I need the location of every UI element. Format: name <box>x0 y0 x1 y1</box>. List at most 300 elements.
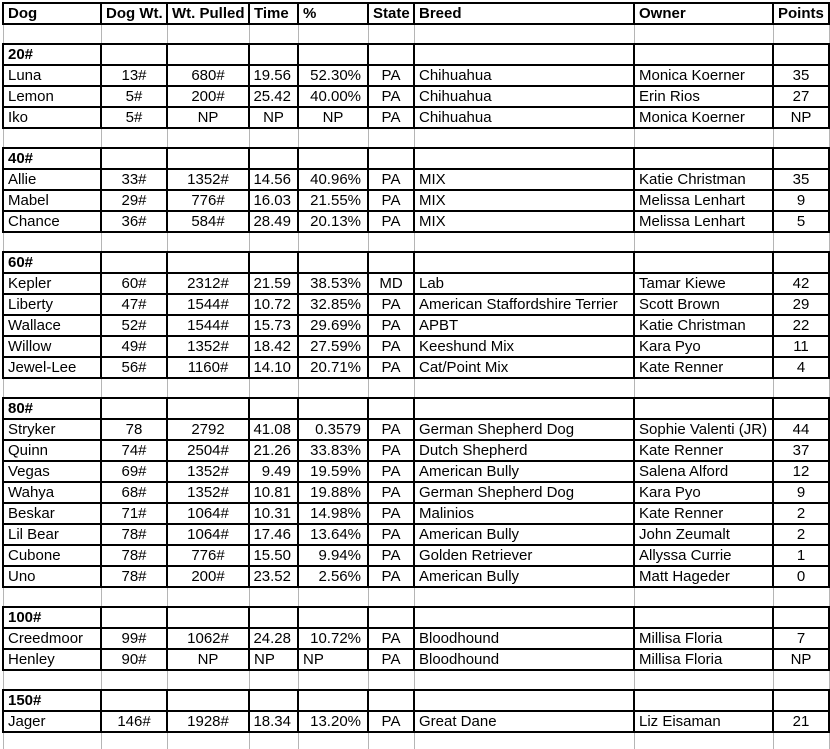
cell-wt_pulled: 200# <box>167 566 249 587</box>
column-header-breed: Breed <box>414 3 634 24</box>
cell-state: PA <box>368 440 414 461</box>
table-row <box>3 211 829 232</box>
weight-class-empty-cell <box>167 252 249 273</box>
cell-dog: Cubone <box>3 545 101 566</box>
cell-state: PA <box>368 294 414 315</box>
cell-points: 42 <box>773 273 829 294</box>
weight-class-empty-cell <box>167 607 249 628</box>
weight-class-row <box>3 398 829 419</box>
table-row <box>3 357 829 378</box>
cell-pct: 14.98% <box>298 503 368 524</box>
cell-points: 29 <box>773 294 829 315</box>
weight-class-empty-cell <box>249 44 298 65</box>
cell-points: NP <box>773 649 829 670</box>
weight-class-row <box>3 148 829 169</box>
weight-class-label: 100# <box>3 607 101 628</box>
weight-class-empty-cell <box>101 398 167 419</box>
cell-dog_wt: 78 <box>101 419 167 440</box>
cell-time: 28.49 <box>249 211 298 232</box>
cell-dog_wt: 5# <box>101 107 167 128</box>
blank-cell <box>634 378 773 398</box>
blank-cell <box>298 732 368 749</box>
blank-cell <box>368 24 414 44</box>
weight-class-label: 80# <box>3 398 101 419</box>
cell-dog_wt: 5# <box>101 86 167 107</box>
blank-cell <box>414 24 634 44</box>
cell-breed: American Bully <box>414 461 634 482</box>
weight-class-empty-cell <box>249 148 298 169</box>
weight-class-empty-cell <box>773 44 829 65</box>
weight-class-empty-cell <box>101 252 167 273</box>
blank-cell <box>298 24 368 44</box>
blank-cell <box>101 128 167 148</box>
blank-row <box>3 378 829 398</box>
weight-class-empty-cell <box>634 398 773 419</box>
table-row <box>3 440 829 461</box>
cell-pct: 40.00% <box>298 86 368 107</box>
cell-wt_pulled: 584# <box>167 211 249 232</box>
cell-state: PA <box>368 503 414 524</box>
cell-pct: 13.20% <box>298 711 368 732</box>
cell-wt_pulled: 1064# <box>167 503 249 524</box>
cell-owner: Millisa Floria <box>634 649 773 670</box>
column-header-pct: % <box>298 3 368 24</box>
cell-time: 24.28 <box>249 628 298 649</box>
table-row <box>3 545 829 566</box>
weight-class-empty-cell <box>298 252 368 273</box>
cell-pct: 9.94% <box>298 545 368 566</box>
cell-owner: Kate Renner <box>634 503 773 524</box>
cell-owner: Millisa Floria <box>634 628 773 649</box>
blank-cell <box>101 232 167 252</box>
weight-class-empty-cell <box>368 607 414 628</box>
weight-class-empty-cell <box>414 148 634 169</box>
weight-class-empty-cell <box>634 44 773 65</box>
cell-dog_wt: 78# <box>101 524 167 545</box>
cell-dog_wt: 146# <box>101 711 167 732</box>
cell-pct: 2.56% <box>298 566 368 587</box>
weight-class-empty-cell <box>298 607 368 628</box>
weight-class-empty-cell <box>773 607 829 628</box>
cell-time: 10.72 <box>249 294 298 315</box>
weight-class-row <box>3 44 829 65</box>
cell-points: 2 <box>773 524 829 545</box>
cell-owner: Scott Brown <box>634 294 773 315</box>
cell-breed: Chihuahua <box>414 107 634 128</box>
cell-state: MD <box>368 273 414 294</box>
table-row <box>3 524 829 545</box>
weight-class-empty-cell <box>773 252 829 273</box>
cell-dog_wt: 29# <box>101 190 167 211</box>
cell-breed: MIX <box>414 211 634 232</box>
cell-breed: Lab <box>414 273 634 294</box>
blank-cell <box>298 232 368 252</box>
cell-dog_wt: 90# <box>101 649 167 670</box>
weight-class-empty-cell <box>368 44 414 65</box>
blank-cell <box>167 587 249 607</box>
cell-points: NP <box>773 107 829 128</box>
table-row <box>3 294 829 315</box>
blank-cell <box>3 128 101 148</box>
blank-row <box>3 670 829 690</box>
cell-breed: Golden Retriever <box>414 545 634 566</box>
column-header-time: Time <box>249 3 298 24</box>
table-row <box>3 482 829 503</box>
cell-breed: MIX <box>414 190 634 211</box>
weight-class-empty-cell <box>249 690 298 711</box>
cell-points: 35 <box>773 169 829 190</box>
blank-cell <box>101 24 167 44</box>
cell-state: PA <box>368 711 414 732</box>
cell-dog_wt: 52# <box>101 315 167 336</box>
cell-owner: Kara Pyo <box>634 482 773 503</box>
cell-points: 35 <box>773 65 829 86</box>
cell-pct: 13.64% <box>298 524 368 545</box>
weight-class-empty-cell <box>368 148 414 169</box>
column-header-state: State <box>368 3 414 24</box>
weight-class-empty-cell <box>368 252 414 273</box>
blank-cell <box>368 128 414 148</box>
cell-wt_pulled: 1160# <box>167 357 249 378</box>
cell-dog: Lemon <box>3 86 101 107</box>
blank-cell <box>249 587 298 607</box>
cell-points: 11 <box>773 336 829 357</box>
blank-cell <box>101 670 167 690</box>
cell-breed: American Staffordshire Terrier <box>414 294 634 315</box>
cell-breed: Dutch Shepherd <box>414 440 634 461</box>
cell-breed: MIX <box>414 169 634 190</box>
blank-cell <box>249 232 298 252</box>
blank-cell <box>773 732 829 749</box>
cell-time: 14.10 <box>249 357 298 378</box>
cell-pct: 32.85% <box>298 294 368 315</box>
blank-cell <box>414 128 634 148</box>
blank-cell <box>634 232 773 252</box>
cell-owner: Liz Eisaman <box>634 711 773 732</box>
cell-breed: Cat/Point Mix <box>414 357 634 378</box>
cell-state: PA <box>368 211 414 232</box>
table-row <box>3 86 829 107</box>
cell-wt_pulled: 776# <box>167 190 249 211</box>
cell-dog_wt: 36# <box>101 211 167 232</box>
cell-dog: Wallace <box>3 315 101 336</box>
cell-time: 21.26 <box>249 440 298 461</box>
cell-points: 9 <box>773 482 829 503</box>
weight-class-empty-cell <box>368 398 414 419</box>
cell-time: 15.50 <box>249 545 298 566</box>
blank-cell <box>167 128 249 148</box>
cell-dog_wt: 71# <box>101 503 167 524</box>
weight-class-label: 40# <box>3 148 101 169</box>
cell-time: 18.42 <box>249 336 298 357</box>
blank-cell <box>414 670 634 690</box>
cell-dog: Kepler <box>3 273 101 294</box>
cell-breed: German Shepherd Dog <box>414 419 634 440</box>
cell-wt_pulled: 1352# <box>167 461 249 482</box>
table-row <box>3 503 829 524</box>
weight-class-empty-cell <box>167 148 249 169</box>
cell-state: PA <box>368 357 414 378</box>
blank-cell <box>298 587 368 607</box>
weight-class-empty-cell <box>249 398 298 419</box>
blank-cell <box>167 732 249 749</box>
cell-breed: Great Dane <box>414 711 634 732</box>
cell-pct: 27.59% <box>298 336 368 357</box>
blank-row <box>3 232 829 252</box>
cell-points: 7 <box>773 628 829 649</box>
cell-wt_pulled: 1544# <box>167 315 249 336</box>
table-row <box>3 190 829 211</box>
cell-state: PA <box>368 461 414 482</box>
cell-owner: Monica Koerner <box>634 65 773 86</box>
cell-points: 21 <box>773 711 829 732</box>
blank-cell <box>773 587 829 607</box>
column-header-dog: Dog <box>3 3 101 24</box>
cell-dog_wt: 69# <box>101 461 167 482</box>
cell-points: 37 <box>773 440 829 461</box>
weight-class-empty-cell <box>368 690 414 711</box>
cell-dog: Henley <box>3 649 101 670</box>
cell-time: NP <box>249 649 298 670</box>
cell-breed: Malinios <box>414 503 634 524</box>
cell-pct: 40.96% <box>298 169 368 190</box>
table-row <box>3 419 829 440</box>
cell-owner: Kate Renner <box>634 440 773 461</box>
cell-state: PA <box>368 169 414 190</box>
weight-class-empty-cell <box>167 44 249 65</box>
cell-dog: Liberty <box>3 294 101 315</box>
weight-class-empty-cell <box>773 148 829 169</box>
cell-time: 14.56 <box>249 169 298 190</box>
weight-class-row <box>3 607 829 628</box>
cell-points: 9 <box>773 190 829 211</box>
table-row <box>3 169 829 190</box>
cell-pct: 20.13% <box>298 211 368 232</box>
blank-cell <box>167 670 249 690</box>
cell-dog: Willow <box>3 336 101 357</box>
cell-wt_pulled: 1544# <box>167 294 249 315</box>
blank-cell <box>101 732 167 749</box>
weight-class-label: 150# <box>3 690 101 711</box>
blank-cell <box>101 587 167 607</box>
cell-dog_wt: 49# <box>101 336 167 357</box>
blank-cell <box>249 732 298 749</box>
cell-state: PA <box>368 545 414 566</box>
table-row <box>3 461 829 482</box>
cell-breed: American Bully <box>414 566 634 587</box>
weight-class-empty-cell <box>249 252 298 273</box>
cell-breed: Chihuahua <box>414 65 634 86</box>
cell-breed: APBT <box>414 315 634 336</box>
weight-class-row <box>3 252 829 273</box>
weight-class-empty-cell <box>249 607 298 628</box>
blank-cell <box>167 378 249 398</box>
cell-wt_pulled: NP <box>167 107 249 128</box>
cell-owner: Kara Pyo <box>634 336 773 357</box>
cell-owner: Monica Koerner <box>634 107 773 128</box>
blank-cell <box>3 732 101 749</box>
cell-owner: Melissa Lenhart <box>634 211 773 232</box>
blank-cell <box>773 378 829 398</box>
cell-time: NP <box>249 107 298 128</box>
blank-cell <box>101 378 167 398</box>
cell-time: 41.08 <box>249 419 298 440</box>
cell-breed: Keeshund Mix <box>414 336 634 357</box>
blank-row <box>3 24 829 44</box>
cell-dog_wt: 78# <box>101 566 167 587</box>
cell-state: PA <box>368 566 414 587</box>
cell-pct: NP <box>298 649 368 670</box>
cell-dog_wt: 68# <box>101 482 167 503</box>
blank-cell <box>368 587 414 607</box>
cell-dog: Quinn <box>3 440 101 461</box>
cell-pct: 33.83% <box>298 440 368 461</box>
column-header-wt_pulled: Wt. Pulled <box>167 3 249 24</box>
cell-time: 19.56 <box>249 65 298 86</box>
cell-state: PA <box>368 107 414 128</box>
cell-pct: 0.3579 <box>298 419 368 440</box>
cell-owner: Melissa Lenhart <box>634 190 773 211</box>
table-row <box>3 315 829 336</box>
cell-dog: Allie <box>3 169 101 190</box>
weight-class-empty-cell <box>101 148 167 169</box>
cell-dog: Luna <box>3 65 101 86</box>
cell-dog: Beskar <box>3 503 101 524</box>
column-header-points: Points <box>773 3 829 24</box>
cell-breed: Bloodhound <box>414 649 634 670</box>
blank-cell <box>414 232 634 252</box>
weight-class-empty-cell <box>167 690 249 711</box>
blank-cell <box>3 232 101 252</box>
weight-class-empty-cell <box>298 148 368 169</box>
blank-cell <box>249 670 298 690</box>
cell-wt_pulled: 1352# <box>167 336 249 357</box>
cell-dog: Lil Bear <box>3 524 101 545</box>
cell-dog_wt: 13# <box>101 65 167 86</box>
blank-cell <box>3 24 101 44</box>
cell-time: 15.73 <box>249 315 298 336</box>
weight-class-empty-cell <box>773 398 829 419</box>
column-header-dog_wt: Dog Wt. <box>101 3 167 24</box>
cell-state: PA <box>368 524 414 545</box>
blank-cell <box>634 24 773 44</box>
cell-breed: American Bully <box>414 524 634 545</box>
weight-class-empty-cell <box>298 44 368 65</box>
cell-wt_pulled: NP <box>167 649 249 670</box>
blank-cell <box>298 670 368 690</box>
blank-cell <box>414 378 634 398</box>
blank-cell <box>368 378 414 398</box>
blank-cell <box>773 232 829 252</box>
table-row <box>3 65 829 86</box>
cell-state: PA <box>368 65 414 86</box>
weight-class-empty-cell <box>634 690 773 711</box>
cell-pct: 52.30% <box>298 65 368 86</box>
cell-dog_wt: 33# <box>101 169 167 190</box>
cell-wt_pulled: 776# <box>167 545 249 566</box>
cell-owner: Katie Christman <box>634 169 773 190</box>
cell-pct: 29.69% <box>298 315 368 336</box>
cell-owner: Tamar Kiewe <box>634 273 773 294</box>
cell-owner: Katie Christman <box>634 315 773 336</box>
blank-cell <box>634 732 773 749</box>
cell-dog: Creedmoor <box>3 628 101 649</box>
cell-dog_wt: 47# <box>101 294 167 315</box>
cell-points: 22 <box>773 315 829 336</box>
cell-state: PA <box>368 86 414 107</box>
cell-time: 18.34 <box>249 711 298 732</box>
weight-class-label: 60# <box>3 252 101 273</box>
blank-cell <box>773 24 829 44</box>
blank-cell <box>414 587 634 607</box>
cell-pct: NP <box>298 107 368 128</box>
cell-dog: Uno <box>3 566 101 587</box>
cell-state: PA <box>368 482 414 503</box>
cell-owner: Sophie Valenti (JR) <box>634 419 773 440</box>
cell-dog: Chance <box>3 211 101 232</box>
cell-time: 16.03 <box>249 190 298 211</box>
cell-pct: 38.53% <box>298 273 368 294</box>
blank-cell <box>634 587 773 607</box>
cell-state: PA <box>368 336 414 357</box>
blank-cell <box>249 128 298 148</box>
cell-points: 4 <box>773 357 829 378</box>
cell-wt_pulled: 1064# <box>167 524 249 545</box>
weight-class-empty-cell <box>414 607 634 628</box>
weight-class-empty-cell <box>634 252 773 273</box>
blank-row <box>3 732 829 749</box>
blank-cell <box>368 670 414 690</box>
blank-cell <box>298 378 368 398</box>
blank-cell <box>414 732 634 749</box>
cell-points: 5 <box>773 211 829 232</box>
cell-points: 0 <box>773 566 829 587</box>
weight-class-empty-cell <box>414 252 634 273</box>
table-row <box>3 107 829 128</box>
column-header-owner: Owner <box>634 3 773 24</box>
blank-cell <box>3 378 101 398</box>
cell-dog: Vegas <box>3 461 101 482</box>
cell-dog: Wahya <box>3 482 101 503</box>
weight-class-empty-cell <box>414 690 634 711</box>
cell-dog: Jager <box>3 711 101 732</box>
blank-cell <box>634 128 773 148</box>
blank-cell <box>368 732 414 749</box>
cell-dog_wt: 56# <box>101 357 167 378</box>
cell-wt_pulled: 2504# <box>167 440 249 461</box>
table-row <box>3 711 829 732</box>
cell-pct: 20.71% <box>298 357 368 378</box>
cell-wt_pulled: 1928# <box>167 711 249 732</box>
cell-time: 9.49 <box>249 461 298 482</box>
blank-cell <box>773 670 829 690</box>
table-row <box>3 566 829 587</box>
cell-state: PA <box>368 190 414 211</box>
cell-dog_wt: 99# <box>101 628 167 649</box>
weight-class-empty-cell <box>298 398 368 419</box>
blank-cell <box>634 670 773 690</box>
pull-results-table <box>2 2 830 749</box>
weight-class-empty-cell <box>414 398 634 419</box>
cell-state: PA <box>368 315 414 336</box>
blank-row <box>3 587 829 607</box>
weight-class-empty-cell <box>101 607 167 628</box>
weight-class-empty-cell <box>101 690 167 711</box>
cell-dog: Jewel-Lee <box>3 357 101 378</box>
weight-class-empty-cell <box>634 148 773 169</box>
cell-pct: 21.55% <box>298 190 368 211</box>
cell-state: PA <box>368 649 414 670</box>
